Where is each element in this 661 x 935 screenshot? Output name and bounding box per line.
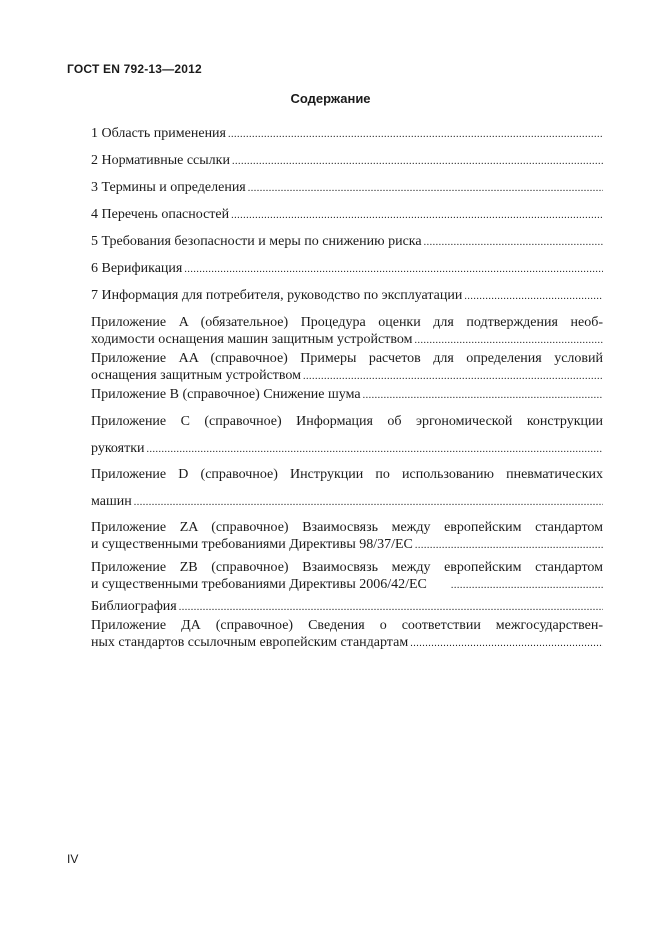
toc-entry-text: Приложение ZB (справочное) Взаимосвязь между европейским стандартом bbox=[91, 560, 603, 575]
toc-entry-text: Приложение ДА (справочное) Сведения о соответствии межгосударствен- bbox=[91, 618, 603, 633]
toc-entry[interactable] bbox=[91, 233, 603, 250]
toc-entry-text: Приложение A (обязательное) Процедура оценки для подтверждения необ- bbox=[91, 315, 603, 330]
dot-leader bbox=[424, 234, 603, 250]
toc-entry[interactable] bbox=[91, 260, 603, 277]
toc-entry-text: машин bbox=[91, 494, 132, 509]
toc-entry-text: 6 Верификация bbox=[91, 261, 183, 276]
toc-entry-text: 3 Термины и определения bbox=[91, 180, 246, 195]
toc-entry-text: ходимости оснащения машин защитным устройством bbox=[91, 332, 413, 347]
dot-leader bbox=[228, 126, 603, 142]
dot-leader bbox=[464, 288, 603, 304]
toc-entry-text: и существенными требованиями Директивы 2006/42/EC bbox=[91, 577, 427, 592]
toc-entry[interactable] bbox=[91, 314, 603, 348]
toc-entry-text: рукоятки bbox=[91, 441, 145, 456]
toc-entry-text: 4 Перечень опасностей bbox=[91, 207, 230, 222]
toc-entry[interactable] bbox=[91, 179, 603, 196]
dot-leader bbox=[232, 153, 603, 169]
dot-leader bbox=[231, 207, 603, 223]
toc-entry-text: оснащения защитным устройством bbox=[91, 368, 302, 383]
toc-entry[interactable] bbox=[91, 598, 603, 615]
toc-entry[interactable] bbox=[91, 519, 603, 553]
toc-entry[interactable] bbox=[91, 617, 603, 651]
dot-leader bbox=[363, 387, 603, 403]
toc-entry[interactable] bbox=[91, 125, 603, 142]
toc-entry[interactable] bbox=[91, 350, 603, 384]
toc-entry-text: Приложение B (справочное) Снижение шума bbox=[91, 387, 361, 402]
dot-leader bbox=[179, 599, 603, 615]
toc-entry-text: ных стандартов ссылочным европейским стандартам bbox=[91, 635, 409, 650]
toc-entry-text: Библиография bbox=[91, 599, 177, 614]
dot-leader bbox=[415, 537, 603, 553]
toc-entry[interactable] bbox=[91, 466, 603, 510]
toc-entry[interactable] bbox=[91, 559, 603, 593]
toc-entry-text: 7 Информация для потребителя, руководство по эксплуатации bbox=[91, 288, 463, 303]
dot-leader bbox=[184, 261, 603, 277]
dot-leader bbox=[451, 577, 603, 593]
toc-entry-text: и существенными требованиями Директивы 98/37/EC bbox=[91, 537, 413, 552]
toc-entry[interactable] bbox=[91, 413, 603, 457]
dot-leader bbox=[147, 441, 604, 457]
toc-title: Содержание bbox=[290, 91, 371, 106]
toc-entry[interactable] bbox=[91, 386, 603, 403]
dot-leader bbox=[414, 332, 603, 348]
dot-leader bbox=[410, 635, 603, 651]
toc-entry-text: 2 Нормативные ссылки bbox=[91, 153, 230, 168]
toc-entry[interactable] bbox=[91, 206, 603, 223]
toc-entry-text: Приложение ZA (справочное) Взаимосвязь между европейским стандартом bbox=[91, 520, 603, 535]
toc-entry[interactable] bbox=[91, 152, 603, 169]
dot-leader bbox=[248, 180, 603, 196]
toc-entry-text: Приложение AA (справочное) Примеры расчетов для определения условий bbox=[91, 351, 603, 366]
standard-designation: ГОСТ EN 792-13—2012 bbox=[67, 62, 202, 76]
page-number: IV bbox=[67, 852, 79, 866]
toc-entry-text: 1 Область применения bbox=[91, 126, 226, 141]
toc-entry-text: Приложение D (справочное) Инструкции по использованию пневматических bbox=[91, 467, 603, 482]
toc-entry-text: 5 Требования безопасности и меры по снижению риска bbox=[91, 234, 422, 249]
toc-entry[interactable] bbox=[91, 287, 603, 304]
toc-entry-text: Приложение C (справочное) Информация об эргономической конструкции bbox=[91, 414, 603, 429]
dot-leader bbox=[134, 494, 603, 510]
dot-leader bbox=[303, 368, 603, 384]
